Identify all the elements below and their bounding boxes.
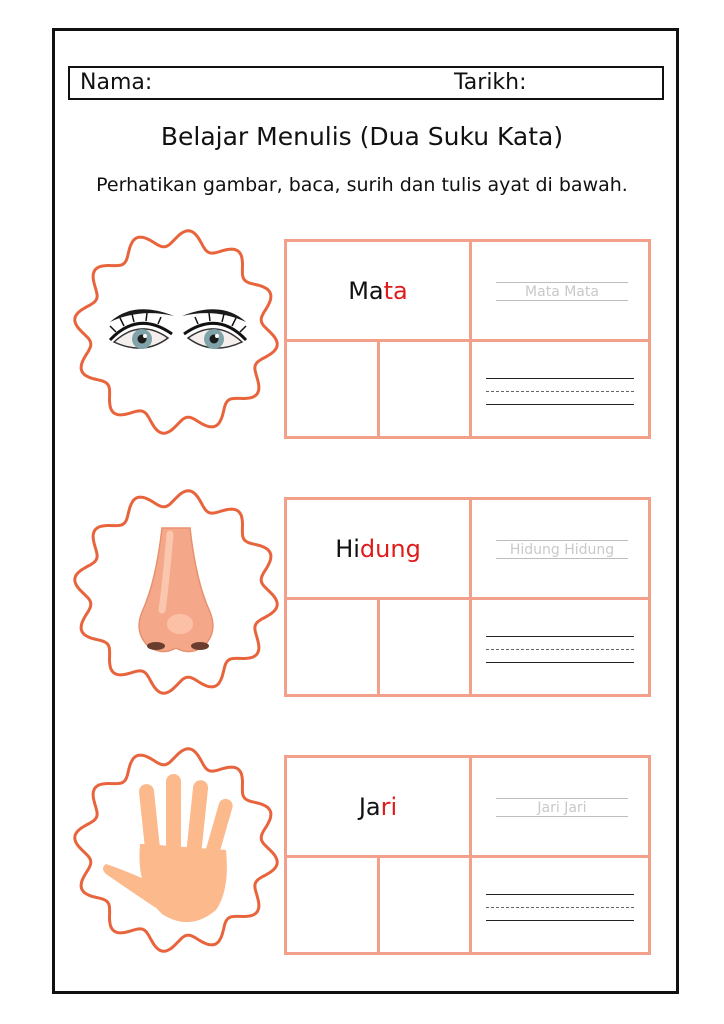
word-mata [287,242,469,339]
date-label: Tarikh: [454,70,527,95]
trace-text: Mata Mata [525,284,599,300]
word-hidung [287,500,469,597]
syllable-box-2[interactable] [380,858,469,952]
writing-area[interactable] [472,858,648,952]
name-label: Nama: [80,70,153,95]
trace-text: Jari Jari [537,800,587,816]
name-date-row [68,66,664,100]
wavy-frame [75,231,277,433]
worksheet-title: Belajar Menulis (Dua Suku Kata) [160,122,564,151]
word-grid-1 [284,239,651,439]
trace-area[interactable] [472,758,648,855]
syllable-box-2[interactable] [380,600,469,694]
trace-text: Hidung Hidung [509,542,615,558]
syllable-box-2[interactable] [380,342,469,436]
trace-area[interactable] [472,242,648,339]
syllable-box-1[interactable] [287,858,377,952]
syllable-first: Hi [335,534,360,563]
hand-picture [70,740,282,960]
syllable-second: ta [383,276,408,305]
syllable-first: Ma [348,276,384,305]
syllable-first: Ja [358,792,381,821]
syllable-box-1[interactable] [287,600,377,694]
writing-area[interactable] [472,600,648,694]
nose-picture [70,482,282,702]
syllable-second: ri [380,792,398,821]
syllable-box-1[interactable] [287,342,377,436]
instruction-text: Perhatikan gambar, baca, surih dan tulis ayat di bawah. [96,174,628,196]
word-grid-3 [284,755,651,955]
eyes-picture [70,222,282,442]
writing-area[interactable] [472,342,648,436]
trace-area[interactable] [472,500,648,597]
word-jari [287,758,469,855]
word-grid-2 [284,497,651,697]
syllable-second: dung [359,534,421,563]
